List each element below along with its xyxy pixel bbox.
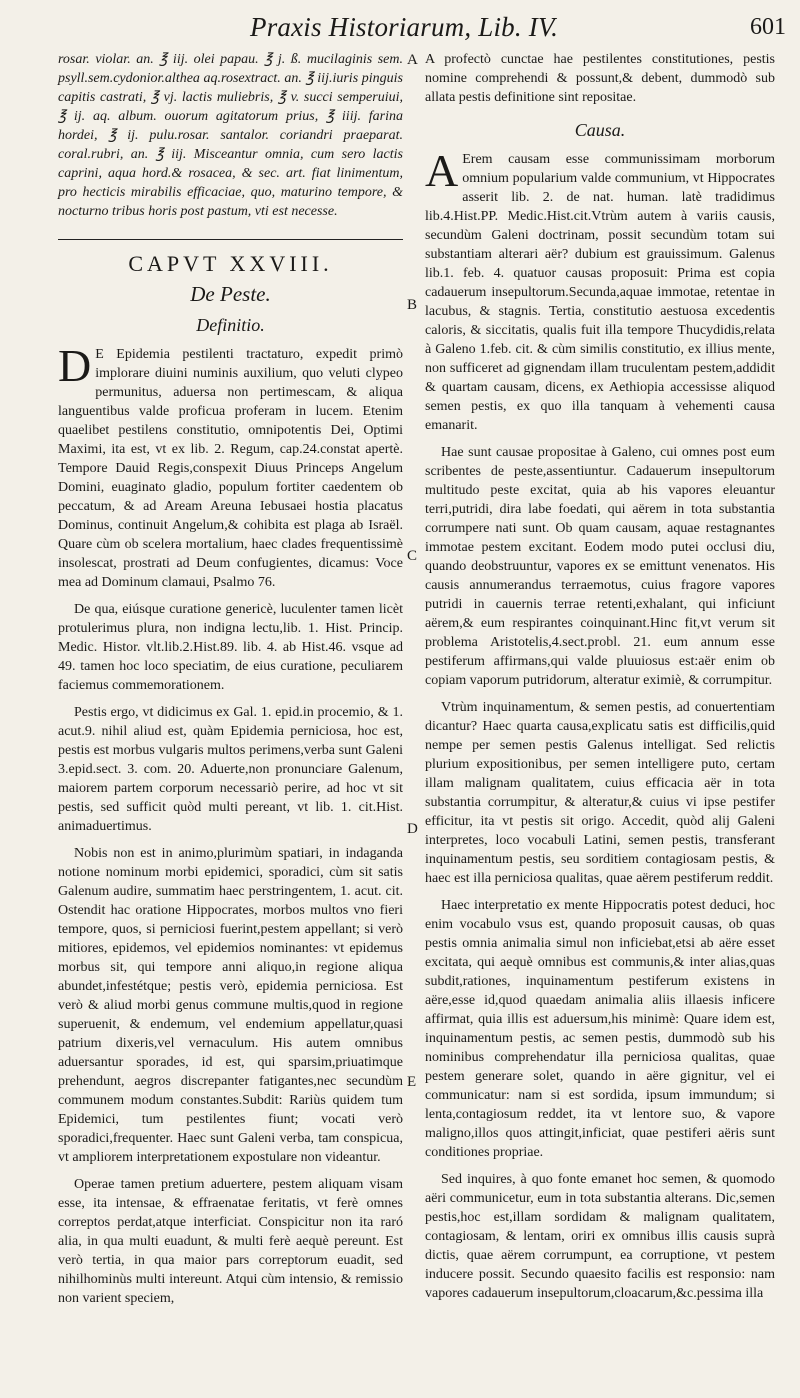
margin-letter: A: [407, 52, 418, 68]
section-heading-definitio: Definitio.: [196, 315, 265, 335]
paragraph: Haec interpretatio ex mente Hippocratis potest deduci, hoc enim vocabulo vsus est, quando proposuit causas, ob quas pestis omnia animalia simul non inficiebat,etsi ab aëre esset excitata, qui aequè omnibus est communis,& inter alias,quas subdit,rationes, inquinamentum pestiferum existens in aëre,esse id,quod quaedam animalia aliis illaesis inficere affirmat, quia illis est aduersum,his minimè: Quare idem est, inquinamentum pestis, ac semen pestis, dummodò sub his nominibus comprehendatur illa perniciosa qualitas, quae pestem generare solet, quando in aëre gignitur, vel ei communicatur: nam si est sordida, ipsum immundum; si lenta,contagiosum reddet, ita vt lentore suo, & vapore maligno,illos quos attingit,inficiat, quae pestiferi aëris sunt conditiones propriae.: [425, 898, 775, 1160]
paragraph: AErem causam esse communissimam morborum omnium popularium valde communium, vt Hippocrates asserit lib. 2. de nat. human. latè tradidimus lib.4.Hist.PP. Medic.Hist.cit.Vtrùm autem à variis causis, secundùm Galeni doctrinam, possit secundùm totam sui substantiam alterari aër? dubium est grauissimum. Galenus lib.1. feb. 4. quatuor causas proposuit: Prima est copia cadauerum insepultorum.Secunda,aquae immotae, retentae in lacubus, & stagnis. Tertia, constitutio aestuosa excedentis caloris, & siccitatis, qualis fuit illa tempore Thucydidis,relata à Galeno 1.feb. cit. & cùm similis constitutio, ex illius mente, non sufficeret ad gignendam illam truculentam pestem,addidit & quartam causam, dicens, ex Aethiopia accessisse aliquod semen pestis, ex quo illa tanquam à vehementi causa emanarit.: [425, 145, 775, 433]
paragraph: De qua, eiúsque curatione genericè, luculenter tamen licèt protulerimus plura, non indigna lectu,lib. 1. Hist. Princip. Medic. Histor. vlt.lib.2.Hist.89. lib. 4. ab Hist.46. vsque ad 49. tamen hoc loco speciatim, de eius curatione, peculiarem faciemus commemorationem.: [58, 602, 403, 693]
right-column: [425, 50, 775, 1311]
paragraph: Sed inquires, à quo fonte emanet hoc semen, & quomodo aëri communicetur, eum in tota substantia alterans. Dic,semen pestis,hoc est,illam sordidam & malignam qualitatem, contagiosam, & lentam, oriri ex omnibus illis causis suprà dictis, quae aërem corrumpunt, ea corruptione, vt pestem inducere possit. Secundo quaesito facilis est responsio: nam vapores cadauerum insepultorum,cloacarum,&c.pessima illa: [425, 1172, 775, 1301]
margin-letter: E: [407, 1074, 417, 1090]
paragraph: Operae tamen pretium aduertere, pestem aliquam visam esse, ita intensae, & effraenatae feritatis, vt ferè omnes correptos perdat,atque interficiat. Conspicitur non ita raró alia, in qua multi euadunt, & multi ferè aequè pereunt. Est verò tertia, in qua maior pars correptorum euadit, sed nihilhominùs multi intereunt. Atqui cùm intensio, & remissio non varient speciem,: [58, 1177, 403, 1306]
margin-letter: C: [407, 548, 418, 564]
recipe-text: rosar. violar. an. ℥ iij. olei papau. ℥ j. ß. mucilaginis sem. psyll.sem.cydonior.althea aq.rosextract. an. ℥ iij.iuris pinguis capitis castrati, ℥ vj. lactis muliebris, ℥ v. succi semperuiui, ℥ ij. aq. album. ouorum agitatorum prius, ℥ iiij. farina hordei, ℥ ij. pulu.rosar. santalor. coriandri praeparat. coral.rubri, an. ℥ iij. Misceantur omnia, cum sero lactis caprini, aqua hord.& rosacea, & sec. art. fiat linimentum, pro hecticis mirabilis efficaciae, quo, maturino tempore, & nocturno tribus horis post pastum, vti est necesse.: [58, 52, 403, 219]
paragraph: Nobis non est in animo,plurimùm spatiari, in indaganda notione nominum morbi epidemici, sporadici, cùm sit satis Galenum audire, summatim haec perstringentem, 1. acut. cit. Ostendit hac oratione Hippocrates, morbos multos vno fieri tempore, quos, si perniciosi fuerint,pestem appellant; si verò mitiores, epidemos, vel epidemios nominantes: vt epidemus morbus sit, qui tempore anni aliquo,in regione aliqua abundet,infestétque; pestis verò, epidemia perniciosa. Est verò & aliud morbi genus commune multis,quod in regione superuenit, & endemum, vel endemium appellatur,quasi patrium dixeris,vel vernaculum. His autem omnibus aduersantur sporades, id est, qui sparsim,priuatimque prehendunt, aegros discrepanter fatigantes,nec secundùm communem modum constantes.Subdit: Rariùs quidem tum Epidemici, tum pestilentes fiunt; vocati verò sporadici,frequenter. Haec sunt Galeni verba, tam conspicua, vt ampliorem interpretationem expostulare non videantur.: [58, 846, 403, 1165]
section-heading-causa: Causa.: [574, 120, 626, 140]
margin-letter: B: [407, 297, 418, 313]
margin-letter: D: [407, 821, 418, 837]
page-header: [0, 4, 800, 48]
paragraph: Vtrùm inquinamentum, & semen pestis, ad conuertentiam dicantur? Haec quarta causa,explicatu satis est difficilis,quid nempe per semen pestis Galenus intelligat. Sed relictis plurium expositionibus, per semen intelligere puto, certam illam malignam qualitatem, cuius efficacia aër in tota substantia corrumpitur, & alteratur,& cuius vi ipse pestifer efficitur, ita vt pestis sit origo. Accedit, quòd alij Galeni interpretes, loco vocabuli Latini, semen pestis, transferant inquinamentum pestis, seu sorditiem contagiosam pestis, & haec est illa perniciosa qualitas, quae aërem pestiferum reddit.: [425, 700, 775, 886]
paragraph: Hae sunt causae propositae à Galeno, cui omnes post eum scribentes de peste,assentiuntur. Cadauerum insepultorum multitudo peste excitat, quia ab his vapores eleuantur terri,putridi, dira labe foedati, qui aërem in tota substantia corrumpere nati sunt. Ob quam causam, aquae restagnantes immotae pestem excitant. Eodem modo putei occlusi diu, quando deobstruuntur, vapores ex se emittunt venenatos. His causis annumerandus terraemotus, cuius fragore vapores putridi in cauernis terrae retenti,exhalant, qui inficiunt aërem,& eum respirantes coinquinant.Hinc fit,vt verum sit problema Aristotelis,4.sect.probl. 21. eum annum esse pestiferum affirmans,qui valde pluuiosus est:aër enim ob copiam vaporum putridorum, alteratur eximiè, & corrumpitur.: [425, 445, 775, 688]
chapter-subject: De Peste.: [190, 282, 271, 306]
chapter-rule: [58, 239, 403, 240]
paragraph: Pestis ergo, vt didicimus ex Gal. 1. epid.in procemio, & 1. acut.9. nihil aliud est, quàm Epidemia perniciosa, hoc est, pestis est morbus vulgaris multos perimens,verba sunt Galeni 3.epid.sect. 3. com. 20. Aduerte,non pronunciare Galenum, maiorem partem corporum necessariò perire, ad hoc vt sit pestis, sed sufficit quòd multi pereant, vt lib. 1. cit.Hist. animaduertimus.: [58, 705, 403, 834]
paragraph: DE Epidemia pestilenti tractaturo, expedit primò implorare diuini numinis auxilium, quo veluti clypeo permunitus, aduersa non pertimescam, & aliqua languentibus valde proficua proferam in lucem. Etenim quaelibet pestilens constitutio, omnipotentis Dei, Optimi Maximi, ita est, vt ex lib. 2. Regum, cap.24.constat apertè. Tempore Dauid Regis,conspexit Diuus Princeps Angelum Domini, euaginato gladio, populum fortiter caedentem ob peccatum, & ad Aream Areuna Iebusaei hostia placatus Dominus, continuit Angelum,& cohibita est plaga ab Israël. Quare cùm ob scelera mortalium, haec clades frequentissimè insolescat, prostrati ad Deum confugientes, dicamus: Voce mea ad Dominum clamaui, Psalmo 76.: [58, 340, 403, 590]
running-title: Praxis Historiarum, Lib. IV.: [250, 12, 559, 42]
paragraph: A profectò cunctae hae pestilentes constitutiones, pestis nomine comprehendi & possunt,& debent, dummodò sub allata pestis definitione sint repositae.: [425, 52, 775, 105]
left-column: [58, 50, 403, 1316]
page-number: 601: [750, 14, 786, 40]
chapter-heading: CAPVT XXVIII.: [128, 251, 333, 276]
